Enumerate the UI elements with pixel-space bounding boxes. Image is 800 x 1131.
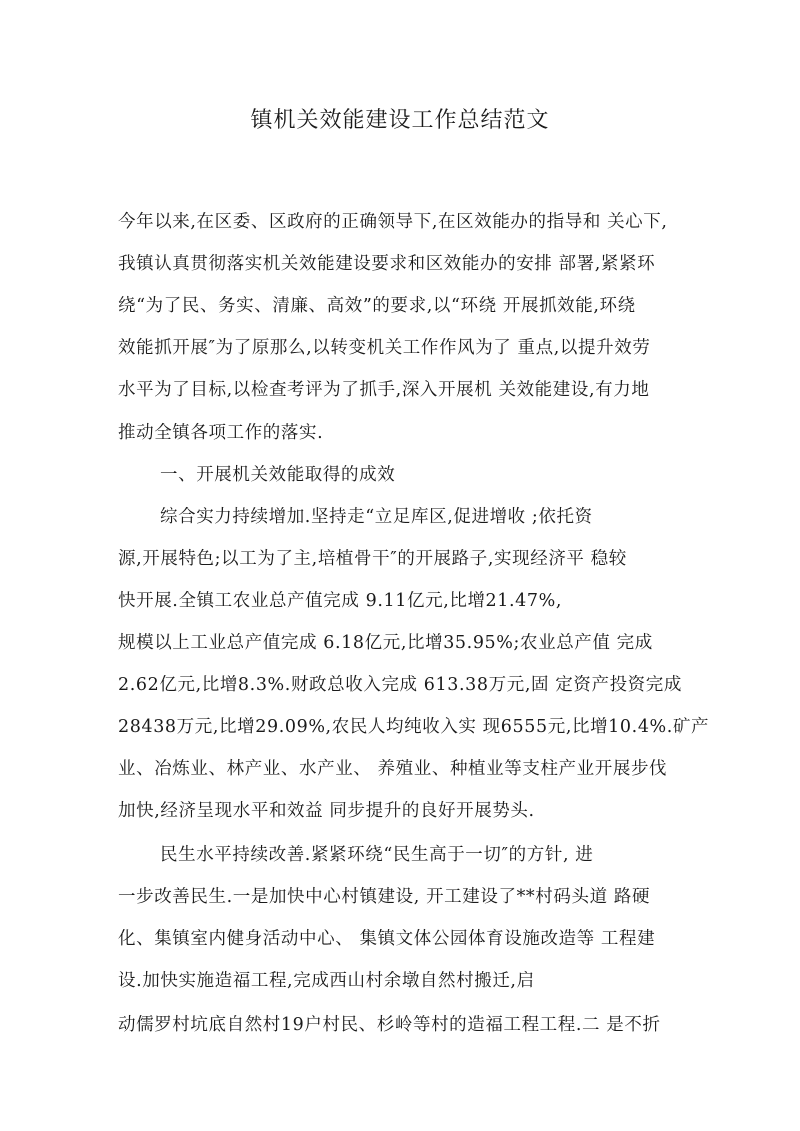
paragraph-line: 推动全镇各项工作的落实.	[118, 423, 324, 443]
paragraph-line: 28438万元,比增29.09%,农民人均纯收入实 现6555元,比增10.4%.矿产	[118, 717, 710, 737]
paragraph-line: 我镇认真贯彻落实机关效能建设要求和区效能办的安排 部署,紧紧环	[118, 254, 656, 274]
paragraph-line: 绕“为了民、务实、清廉、高效”的要求,以“环绕 开展抓效能,环绕	[118, 296, 636, 316]
paragraph-line: 业、冶炼业、林产业、水产业、 养殖业、种植业等支柱产业开展步伐	[118, 759, 668, 779]
paragraph-line: 化、集镇室内健身活动中心、 集镇文体公园体育设施改造等 工程建	[118, 929, 656, 949]
paragraph-line: 动儒罗村坑底自然村19户村民、杉岭等村的造福工程工程.二 是不折	[118, 1015, 661, 1035]
paragraph-line: 快开展.全镇工农业总产值完成 9.11亿元,比增21.47%,	[118, 591, 563, 611]
paragraph-line: 设.加快实施造福工程,完成西山村余墩自然村搬迁,启	[118, 971, 535, 991]
paragraph-line: 今年以来,在区委、区政府的正确领导下,在区效能办的指导和 关心下,	[118, 212, 668, 232]
paragraph-line: 综合实力持续增加.坚持走“立足库区,促进增收 ;依托资	[160, 507, 593, 527]
paragraph-line: 规模以上工业总产值完成 6.18亿元,比增35.95%;农业总产值 完成	[118, 633, 653, 653]
paragraph-line: 源,开展特色;以工为了主,培植骨干″的开展路子,实现经济平 稳较	[118, 549, 627, 569]
paragraph-line: 民生水平持续改善.紧紧环绕“民生高于一切″的方针, 进	[160, 845, 594, 865]
section-heading: 一、开展机关效能取得的成效	[160, 465, 396, 485]
paragraph-line: 效能抓开展″为了原那么,以转变机关工作作风为了 重点,以提升效劳	[118, 338, 651, 358]
paragraph-line: 一步改善民生.一是加快中心村镇建设, 开工建设了**村码头道 路硬	[118, 887, 651, 907]
paragraph-line: 加快,经济呈现水平和效益 同步提升的良好开展势头.	[118, 801, 535, 821]
paragraph-line: 水平为了目标,以检查考评为了抓手,深入开展机 关效能建设,有力地	[118, 380, 650, 400]
document-title: 镇机关效能建设工作总结范文	[250, 108, 550, 133]
paragraph-line: 2.62亿元,比增8.3%.财政总收入完成 613.38万元,固 定资产投资完成	[118, 675, 682, 695]
